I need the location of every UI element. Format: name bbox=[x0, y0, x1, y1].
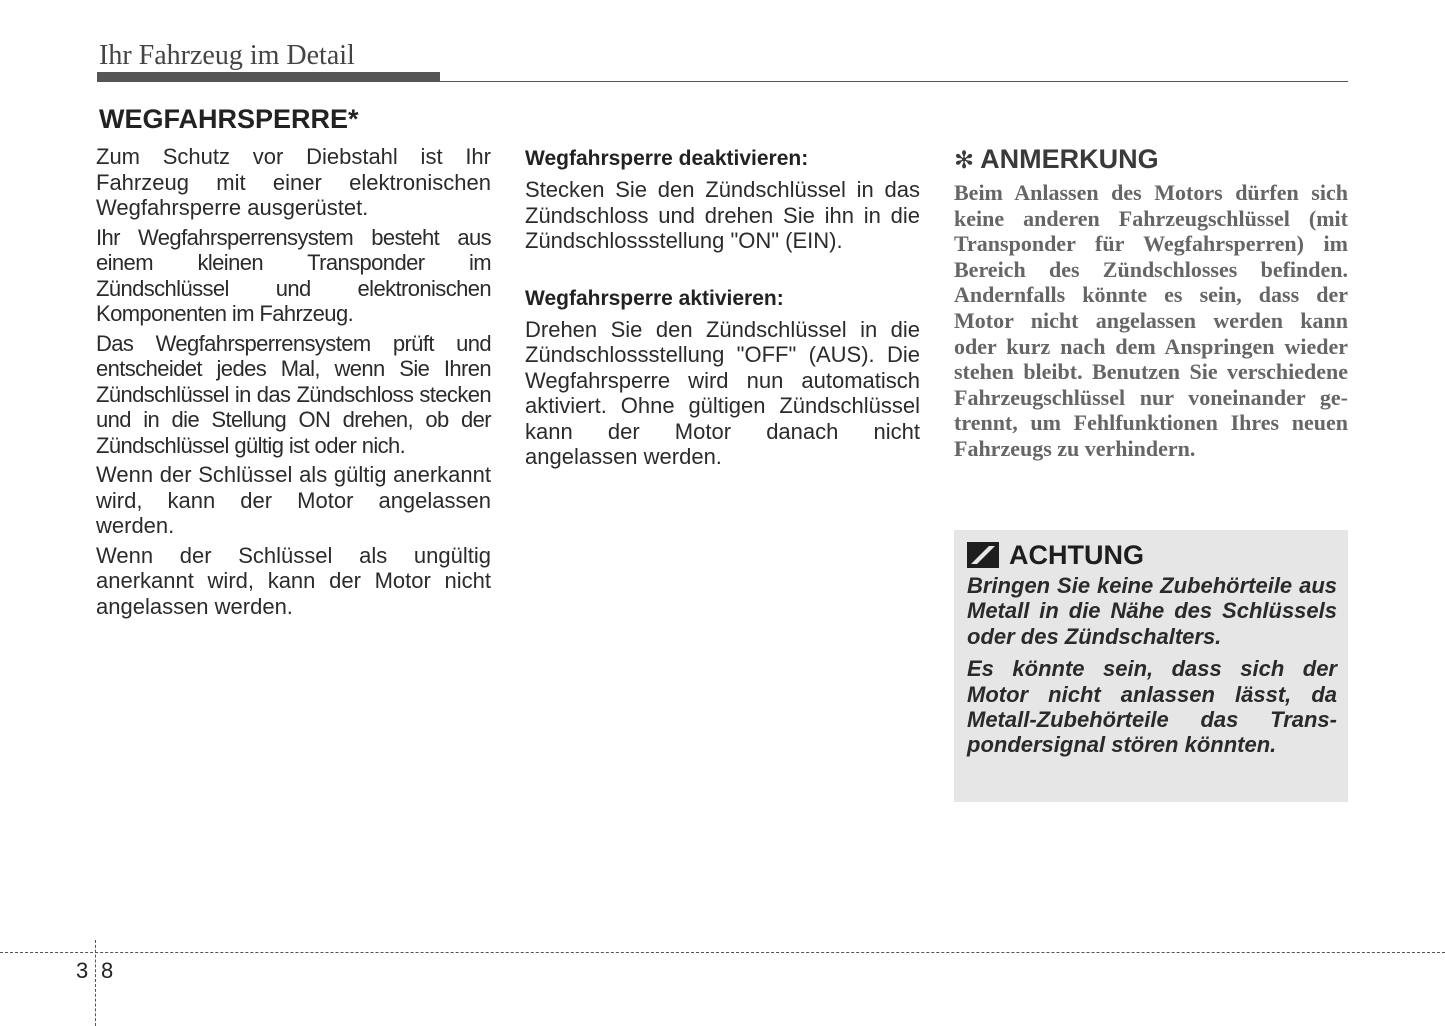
intro-paragraph: Ihr Wegfahrsperrensystem besteht aus einem kleinen Transponder im Zündschlüssel und elektronischen Komponenten im Fahrzeug. bbox=[96, 224, 491, 326]
header-bar bbox=[97, 72, 440, 82]
intro-paragraph: Das Wegfahrsperrensystem prüft und entscheidet jedes Mal, wenn Sie Ihren Zündschlüssel in das Zündschloss stecken und in die Stellung ON drehen, ob der Zündschlüssel gültig ist oder nich. bbox=[96, 330, 491, 458]
note-text: Beim Anlassen des Motors dürfen sich keine anderen Fahrzeugschlüssel (mit Transponder für Wegfahrsperren) im Bereich des Zündschlosses befinden. Andernfalls könnte es sein, dass der Motor nicht angelassen werden kann oder kurz nach dem Anspringen wieder stehen bleibt. Benutzen Sie verschiedene Fahrzeugschlüssel nur voneinander getrennt, um Fehlfunktionen Ihres neuen Fahrzeugs zu verhindern. bbox=[954, 180, 1348, 461]
activate-text: Drehen Sie den Zündschlüssel in die Zündschlossstellung "OFF" (AUS). Die Wegfahrsperre wird nun automatisch aktiviert. Ohne gültigen Zündschlüssel kann der Motor danach nicht angelassen werden. bbox=[525, 316, 920, 469]
deactivate-heading: Wegfahrsperre deaktivieren: bbox=[525, 147, 809, 170]
intro-paragraph: Wenn der Schlüssel als gültig anerkannt wird, kann der Motor angelassen werden. bbox=[96, 462, 491, 538]
footer-rule bbox=[0, 952, 1445, 953]
running-header: Ihr Fahrzeug im Detail bbox=[99, 40, 355, 71]
column-instructions bbox=[525, 144, 920, 474]
warning-paragraph: Bringen Sie keine Zubehörteile aus Metall in die Nähe des Schlüssels oder des Zündschalters. bbox=[967, 573, 1337, 649]
header-rule bbox=[440, 81, 1348, 82]
warning-box bbox=[954, 530, 1348, 802]
asterisk-icon: ✻ bbox=[954, 147, 975, 174]
warning-icon bbox=[967, 542, 999, 568]
chapter-number: 3 bbox=[76, 958, 89, 983]
warning-paragraph: Es könnte sein, dass sich der Motor nicht anlassen lässt, da Metall-Zubehörteile das Transpondersignal stören könnten. bbox=[967, 656, 1337, 758]
note-heading bbox=[954, 144, 1348, 176]
note-heading-text: ANMERKUNG bbox=[980, 144, 1159, 174]
note-box bbox=[954, 144, 1348, 462]
warning-heading-text: ACHTUNG bbox=[1009, 540, 1144, 570]
deactivate-text: Stecken Sie den Zündschlüssel in das Zündschloss und drehen Sie ihn in die Zündschlossstellung "ON" (EIN). bbox=[525, 177, 920, 253]
column-intro bbox=[96, 144, 491, 623]
intro-paragraph: Wenn der Schlüssel als ungültig anerkannt wird, kann der Motor nicht angelassen werden. bbox=[96, 542, 491, 619]
footer-divider bbox=[95, 940, 96, 1026]
page-number: 8 bbox=[101, 958, 114, 983]
section-title: WEGFAHRSPERRE* bbox=[99, 104, 359, 134]
activate-heading: Wegfahrsperre aktivieren: bbox=[525, 286, 784, 310]
warning-heading bbox=[967, 540, 1337, 570]
intro-paragraph: Zum Schutz vor Diebstahl ist Ihr Fahrzeug mit einer elektronischen Wegfahrsperre ausgerüstet. bbox=[96, 144, 491, 220]
